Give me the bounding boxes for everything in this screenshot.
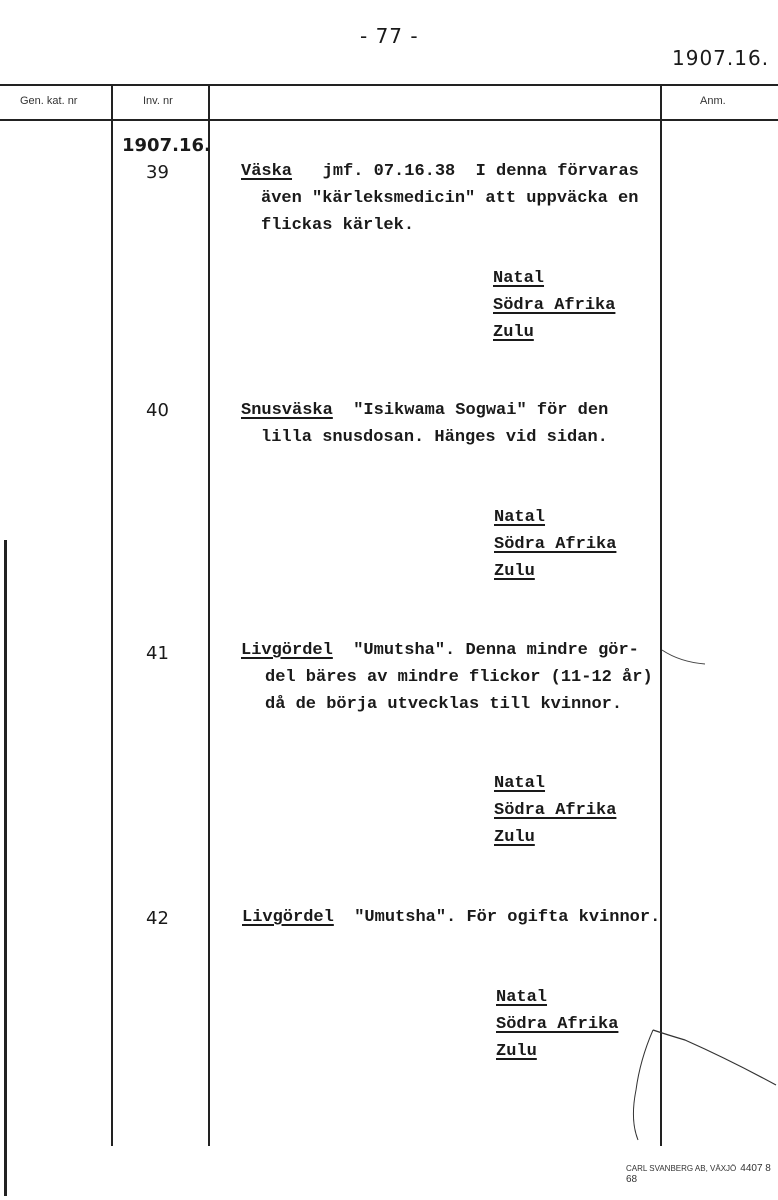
entry-line: flickas kärlek. xyxy=(261,216,415,235)
left-edge-mark xyxy=(4,540,7,1196)
printer-name: CARL SVANBERG AB, VÄXJÖ xyxy=(626,1164,737,1173)
entry-line: även "kärleksmedicin" att uppväcka en xyxy=(261,189,639,208)
column-divider-inv-main xyxy=(208,84,210,1146)
column-header-anm: Anm. xyxy=(700,95,726,107)
location-block xyxy=(493,265,615,346)
inventory-number: 41 xyxy=(146,643,169,664)
column-header-gen-kat-nr: Gen. kat. nr xyxy=(20,95,78,107)
page-number: - 77 - xyxy=(360,24,419,48)
location-country: Södra Afrika xyxy=(494,801,617,820)
entry-line: då de börja utvecklas till kvinnor. xyxy=(265,695,623,714)
location-region: Natal xyxy=(494,774,546,793)
location-people: Zulu xyxy=(494,562,535,581)
location-people: Zulu xyxy=(494,828,535,847)
entry-description xyxy=(241,397,608,424)
inventory-number: 40 xyxy=(146,400,169,421)
entry-line: del bäres av mindre flickor (11-12 år) xyxy=(265,668,653,687)
margin-pen-strokes xyxy=(600,620,778,1150)
entry-title: Väska xyxy=(241,162,293,181)
entry-title: Snusväska xyxy=(241,401,333,420)
form-number: 4407 8 68 xyxy=(626,1163,771,1185)
entry-title: Livgördel xyxy=(242,908,334,927)
entry-line: "Isikwama Sogwai" för den xyxy=(353,401,609,420)
entry-description xyxy=(241,637,639,664)
entry-description xyxy=(241,158,639,185)
entry-line: lilla snusdosan. Hänges vid sidan. xyxy=(261,428,608,447)
column-divider-gen-inv xyxy=(111,84,113,1146)
entry-line: jmf. 07.16.38 I denna förvaras xyxy=(322,162,639,181)
entry-title: Livgördel xyxy=(241,641,333,660)
location-block xyxy=(494,504,616,585)
location-country: Södra Afrika xyxy=(494,535,617,554)
location-region: Natal xyxy=(494,508,546,527)
inventory-number: 39 xyxy=(146,162,169,183)
location-people: Zulu xyxy=(496,1042,537,1061)
location-region: Natal xyxy=(496,988,548,1007)
location-block xyxy=(494,770,616,851)
location-people: Zulu xyxy=(493,323,534,342)
inventory-number: 42 xyxy=(146,908,169,929)
column-header-inv-nr: Inv. nr xyxy=(143,95,173,107)
location-country: Södra Afrika xyxy=(496,1015,619,1034)
catalog-reference: 1907.16. xyxy=(672,46,770,70)
entry-line: "Umutsha". Denna mindre gör- xyxy=(353,641,639,660)
entry-description xyxy=(242,904,660,931)
location-country: Södra Afrika xyxy=(493,296,616,315)
printer-imprint xyxy=(626,1163,778,1185)
entry-line: "Umutsha". För ogifta kvinnor. xyxy=(354,908,661,927)
location-region: Natal xyxy=(493,269,545,288)
group-reference: 1907.16. xyxy=(122,135,211,156)
